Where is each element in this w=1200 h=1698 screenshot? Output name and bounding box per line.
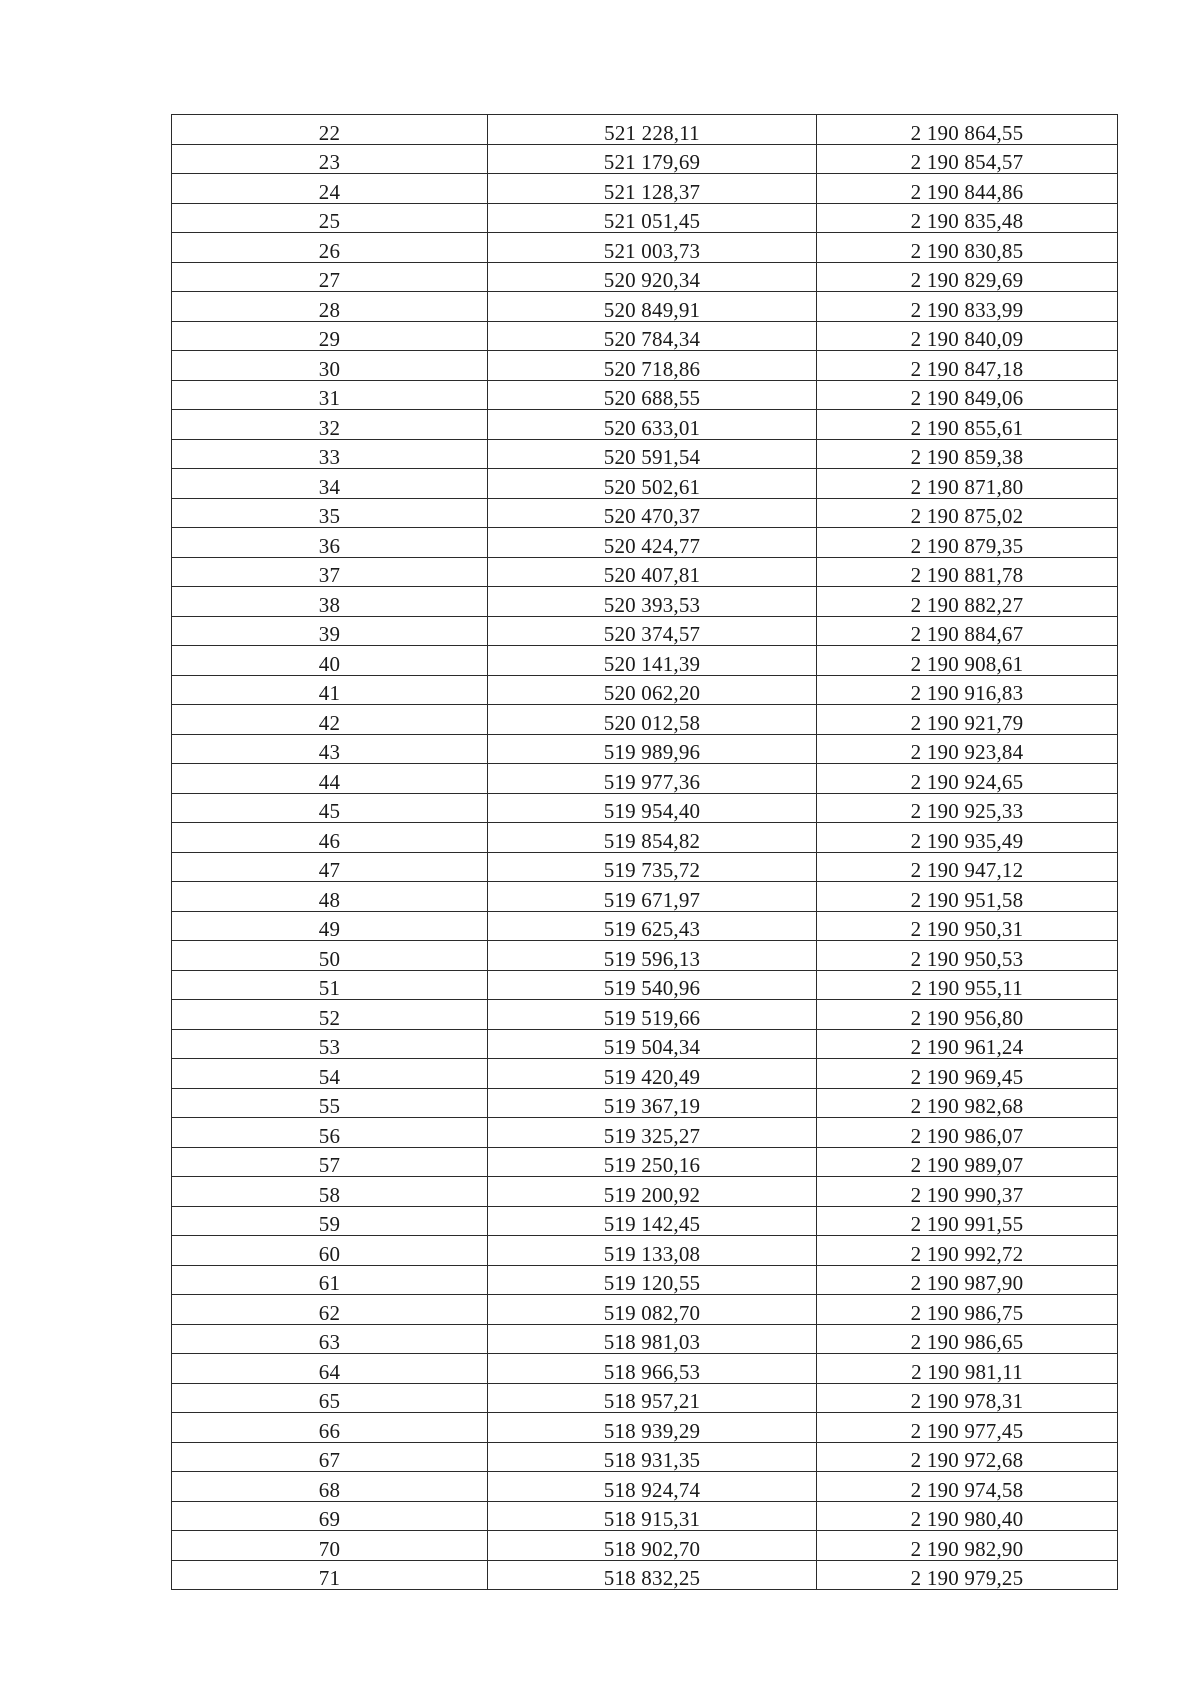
y-coordinate-cell: 2 190 854,57: [817, 144, 1118, 174]
x-coordinate-cell: 520 849,91: [488, 292, 817, 322]
y-coordinate-cell: 2 190 925,33: [817, 793, 1118, 823]
y-coordinate-cell: 2 190 882,27: [817, 587, 1118, 617]
y-coordinate-cell: 2 190 947,12: [817, 852, 1118, 882]
point-number-cell: 63: [172, 1324, 488, 1354]
x-coordinate-cell: 520 012,58: [488, 705, 817, 735]
y-coordinate-cell: 2 190 986,65: [817, 1324, 1118, 1354]
point-number-cell: 56: [172, 1118, 488, 1148]
x-coordinate-cell: 518 981,03: [488, 1324, 817, 1354]
y-coordinate-cell: 2 190 992,72: [817, 1236, 1118, 1266]
y-coordinate-cell: 2 190 875,02: [817, 498, 1118, 528]
point-number-cell: 29: [172, 321, 488, 351]
table-row: [172, 557, 1118, 587]
point-number-cell: 57: [172, 1147, 488, 1177]
y-coordinate-cell: 2 190 978,31: [817, 1383, 1118, 1413]
table-row: [172, 144, 1118, 174]
y-coordinate-cell: 2 190 972,68: [817, 1442, 1118, 1472]
y-coordinate-cell: 2 190 974,58: [817, 1472, 1118, 1502]
x-coordinate-cell: 520 784,34: [488, 321, 817, 351]
y-coordinate-cell: 2 190 864,55: [817, 115, 1118, 145]
table-row: [172, 498, 1118, 528]
table-row: [172, 882, 1118, 912]
point-number-cell: 45: [172, 793, 488, 823]
point-number-cell: 68: [172, 1472, 488, 1502]
point-number-cell: 26: [172, 233, 488, 263]
y-coordinate-cell: 2 190 923,84: [817, 734, 1118, 764]
x-coordinate-cell: 519 735,72: [488, 852, 817, 882]
table-row: [172, 1088, 1118, 1118]
table-row: [172, 823, 1118, 853]
x-coordinate-cell: 519 671,97: [488, 882, 817, 912]
point-number-cell: 43: [172, 734, 488, 764]
y-coordinate-cell: 2 190 871,80: [817, 469, 1118, 499]
x-coordinate-cell: 519 596,13: [488, 941, 817, 971]
point-number-cell: 37: [172, 557, 488, 587]
x-coordinate-cell: 519 420,49: [488, 1059, 817, 1089]
y-coordinate-cell: 2 190 956,80: [817, 1000, 1118, 1030]
point-number-cell: 36: [172, 528, 488, 558]
y-coordinate-cell: 2 190 991,55: [817, 1206, 1118, 1236]
y-coordinate-cell: 2 190 859,38: [817, 439, 1118, 469]
x-coordinate-cell: 521 179,69: [488, 144, 817, 174]
table-row: [172, 1236, 1118, 1266]
y-coordinate-cell: 2 190 982,90: [817, 1531, 1118, 1561]
point-number-cell: 66: [172, 1413, 488, 1443]
x-coordinate-cell: 518 832,25: [488, 1560, 817, 1590]
table-row: [172, 911, 1118, 941]
table-row: [172, 1059, 1118, 1089]
y-coordinate-cell: 2 190 840,09: [817, 321, 1118, 351]
x-coordinate-cell: 518 931,35: [488, 1442, 817, 1472]
point-number-cell: 27: [172, 262, 488, 292]
table-row: [172, 321, 1118, 351]
y-coordinate-cell: 2 190 921,79: [817, 705, 1118, 735]
x-coordinate-cell: 521 128,37: [488, 174, 817, 204]
table-row: [172, 1177, 1118, 1207]
table-row: [172, 941, 1118, 971]
x-coordinate-cell: 520 424,77: [488, 528, 817, 558]
y-coordinate-cell: 2 190 833,99: [817, 292, 1118, 322]
table-row: [172, 380, 1118, 410]
y-coordinate-cell: 2 190 986,07: [817, 1118, 1118, 1148]
point-number-cell: 52: [172, 1000, 488, 1030]
x-coordinate-cell: 519 519,66: [488, 1000, 817, 1030]
table-row: [172, 970, 1118, 1000]
table-row: [172, 292, 1118, 322]
y-coordinate-cell: 2 190 879,35: [817, 528, 1118, 558]
x-coordinate-cell: 519 142,45: [488, 1206, 817, 1236]
table-row: [172, 351, 1118, 381]
table-row: [172, 1265, 1118, 1295]
y-coordinate-cell: 2 190 950,53: [817, 941, 1118, 971]
y-coordinate-cell: 2 190 935,49: [817, 823, 1118, 853]
y-coordinate-cell: 2 190 830,85: [817, 233, 1118, 263]
x-coordinate-cell: 520 470,37: [488, 498, 817, 528]
table-row: [172, 439, 1118, 469]
y-coordinate-cell: 2 190 849,06: [817, 380, 1118, 410]
table-row: [172, 587, 1118, 617]
table-row: [172, 1560, 1118, 1590]
point-number-cell: 33: [172, 439, 488, 469]
table-row: [172, 1501, 1118, 1531]
point-number-cell: 64: [172, 1354, 488, 1384]
x-coordinate-cell: 519 540,96: [488, 970, 817, 1000]
y-coordinate-cell: 2 190 969,45: [817, 1059, 1118, 1089]
table-row: [172, 734, 1118, 764]
x-coordinate-cell: 519 133,08: [488, 1236, 817, 1266]
table-row: [172, 115, 1118, 145]
x-coordinate-cell: 519 325,27: [488, 1118, 817, 1148]
y-coordinate-cell: 2 190 855,61: [817, 410, 1118, 440]
table-row: [172, 469, 1118, 499]
y-coordinate-cell: 2 190 979,25: [817, 1560, 1118, 1590]
y-coordinate-cell: 2 190 908,61: [817, 646, 1118, 676]
point-number-cell: 53: [172, 1029, 488, 1059]
x-coordinate-cell: 519 854,82: [488, 823, 817, 853]
x-coordinate-cell: 519 082,70: [488, 1295, 817, 1325]
x-coordinate-cell: 519 367,19: [488, 1088, 817, 1118]
y-coordinate-cell: 2 190 980,40: [817, 1501, 1118, 1531]
point-number-cell: 67: [172, 1442, 488, 1472]
y-coordinate-cell: 2 190 881,78: [817, 557, 1118, 587]
point-number-cell: 35: [172, 498, 488, 528]
x-coordinate-cell: 520 633,01: [488, 410, 817, 440]
table-row: [172, 1442, 1118, 1472]
x-coordinate-cell: 518 957,21: [488, 1383, 817, 1413]
point-number-cell: 54: [172, 1059, 488, 1089]
table-row: [172, 1354, 1118, 1384]
table-row: [172, 262, 1118, 292]
table-row: [172, 646, 1118, 676]
point-number-cell: 25: [172, 203, 488, 233]
x-coordinate-cell: 520 393,53: [488, 587, 817, 617]
point-number-cell: 38: [172, 587, 488, 617]
point-number-cell: 71: [172, 1560, 488, 1590]
y-coordinate-cell: 2 190 950,31: [817, 911, 1118, 941]
table-row: [172, 705, 1118, 735]
y-coordinate-cell: 2 190 955,11: [817, 970, 1118, 1000]
point-number-cell: 69: [172, 1501, 488, 1531]
point-number-cell: 65: [172, 1383, 488, 1413]
x-coordinate-cell: 519 200,92: [488, 1177, 817, 1207]
y-coordinate-cell: 2 190 961,24: [817, 1029, 1118, 1059]
point-number-cell: 30: [172, 351, 488, 381]
y-coordinate-cell: 2 190 990,37: [817, 1177, 1118, 1207]
point-number-cell: 61: [172, 1265, 488, 1295]
point-number-cell: 59: [172, 1206, 488, 1236]
x-coordinate-cell: 519 250,16: [488, 1147, 817, 1177]
point-number-cell: 58: [172, 1177, 488, 1207]
x-coordinate-cell: 521 228,11: [488, 115, 817, 145]
x-coordinate-cell: 521 003,73: [488, 233, 817, 263]
x-coordinate-cell: 519 120,55: [488, 1265, 817, 1295]
y-coordinate-cell: 2 190 835,48: [817, 203, 1118, 233]
table-row: [172, 793, 1118, 823]
point-number-cell: 50: [172, 941, 488, 971]
x-coordinate-cell: 520 141,39: [488, 646, 817, 676]
x-coordinate-cell: 518 902,70: [488, 1531, 817, 1561]
x-coordinate-cell: 519 504,34: [488, 1029, 817, 1059]
point-number-cell: 28: [172, 292, 488, 322]
table-row: [172, 1206, 1118, 1236]
table-row: [172, 203, 1118, 233]
table-row: [172, 616, 1118, 646]
x-coordinate-cell: 518 966,53: [488, 1354, 817, 1384]
point-number-cell: 22: [172, 115, 488, 145]
table-row: [172, 1147, 1118, 1177]
point-number-cell: 41: [172, 675, 488, 705]
y-coordinate-cell: 2 190 981,11: [817, 1354, 1118, 1384]
table-row: [172, 852, 1118, 882]
coordinates-table-body: [172, 115, 1118, 1590]
table-row: [172, 1295, 1118, 1325]
x-coordinate-cell: 520 920,34: [488, 262, 817, 292]
y-coordinate-cell: 2 190 989,07: [817, 1147, 1118, 1177]
point-number-cell: 42: [172, 705, 488, 735]
x-coordinate-cell: 519 625,43: [488, 911, 817, 941]
table-row: [172, 1383, 1118, 1413]
point-number-cell: 24: [172, 174, 488, 204]
point-number-cell: 70: [172, 1531, 488, 1561]
point-number-cell: 46: [172, 823, 488, 853]
point-number-cell: 49: [172, 911, 488, 941]
table-row: [172, 1000, 1118, 1030]
table-row: [172, 1413, 1118, 1443]
point-number-cell: 23: [172, 144, 488, 174]
y-coordinate-cell: 2 190 977,45: [817, 1413, 1118, 1443]
point-number-cell: 34: [172, 469, 488, 499]
table-row: [172, 1118, 1118, 1148]
y-coordinate-cell: 2 190 916,83: [817, 675, 1118, 705]
point-number-cell: 32: [172, 410, 488, 440]
x-coordinate-cell: 520 718,86: [488, 351, 817, 381]
y-coordinate-cell: 2 190 924,65: [817, 764, 1118, 794]
x-coordinate-cell: 518 915,31: [488, 1501, 817, 1531]
x-coordinate-cell: 518 924,74: [488, 1472, 817, 1502]
point-number-cell: 44: [172, 764, 488, 794]
x-coordinate-cell: 520 407,81: [488, 557, 817, 587]
point-number-cell: 60: [172, 1236, 488, 1266]
table-row: [172, 1531, 1118, 1561]
table-row: [172, 528, 1118, 558]
x-coordinate-cell: 520 502,61: [488, 469, 817, 499]
y-coordinate-cell: 2 190 847,18: [817, 351, 1118, 381]
table-row: [172, 174, 1118, 204]
table-row: [172, 1472, 1118, 1502]
table-row: [172, 675, 1118, 705]
point-number-cell: 39: [172, 616, 488, 646]
x-coordinate-cell: 520 374,57: [488, 616, 817, 646]
y-coordinate-cell: 2 190 884,67: [817, 616, 1118, 646]
x-coordinate-cell: 519 989,96: [488, 734, 817, 764]
point-number-cell: 40: [172, 646, 488, 676]
table-row: [172, 233, 1118, 263]
x-coordinate-cell: 519 954,40: [488, 793, 817, 823]
x-coordinate-cell: 520 591,54: [488, 439, 817, 469]
y-coordinate-cell: 2 190 987,90: [817, 1265, 1118, 1295]
y-coordinate-cell: 2 190 986,75: [817, 1295, 1118, 1325]
y-coordinate-cell: 2 190 844,86: [817, 174, 1118, 204]
table-row: [172, 410, 1118, 440]
point-number-cell: 31: [172, 380, 488, 410]
point-number-cell: 55: [172, 1088, 488, 1118]
point-number-cell: 62: [172, 1295, 488, 1325]
y-coordinate-cell: 2 190 982,68: [817, 1088, 1118, 1118]
x-coordinate-cell: 520 688,55: [488, 380, 817, 410]
point-number-cell: 48: [172, 882, 488, 912]
x-coordinate-cell: 520 062,20: [488, 675, 817, 705]
table-row: [172, 764, 1118, 794]
point-number-cell: 51: [172, 970, 488, 1000]
y-coordinate-cell: 2 190 829,69: [817, 262, 1118, 292]
coordinates-table: [171, 114, 1118, 1590]
x-coordinate-cell: 521 051,45: [488, 203, 817, 233]
y-coordinate-cell: 2 190 951,58: [817, 882, 1118, 912]
table-row: [172, 1029, 1118, 1059]
point-number-cell: 47: [172, 852, 488, 882]
x-coordinate-cell: 519 977,36: [488, 764, 817, 794]
table-row: [172, 1324, 1118, 1354]
x-coordinate-cell: 518 939,29: [488, 1413, 817, 1443]
